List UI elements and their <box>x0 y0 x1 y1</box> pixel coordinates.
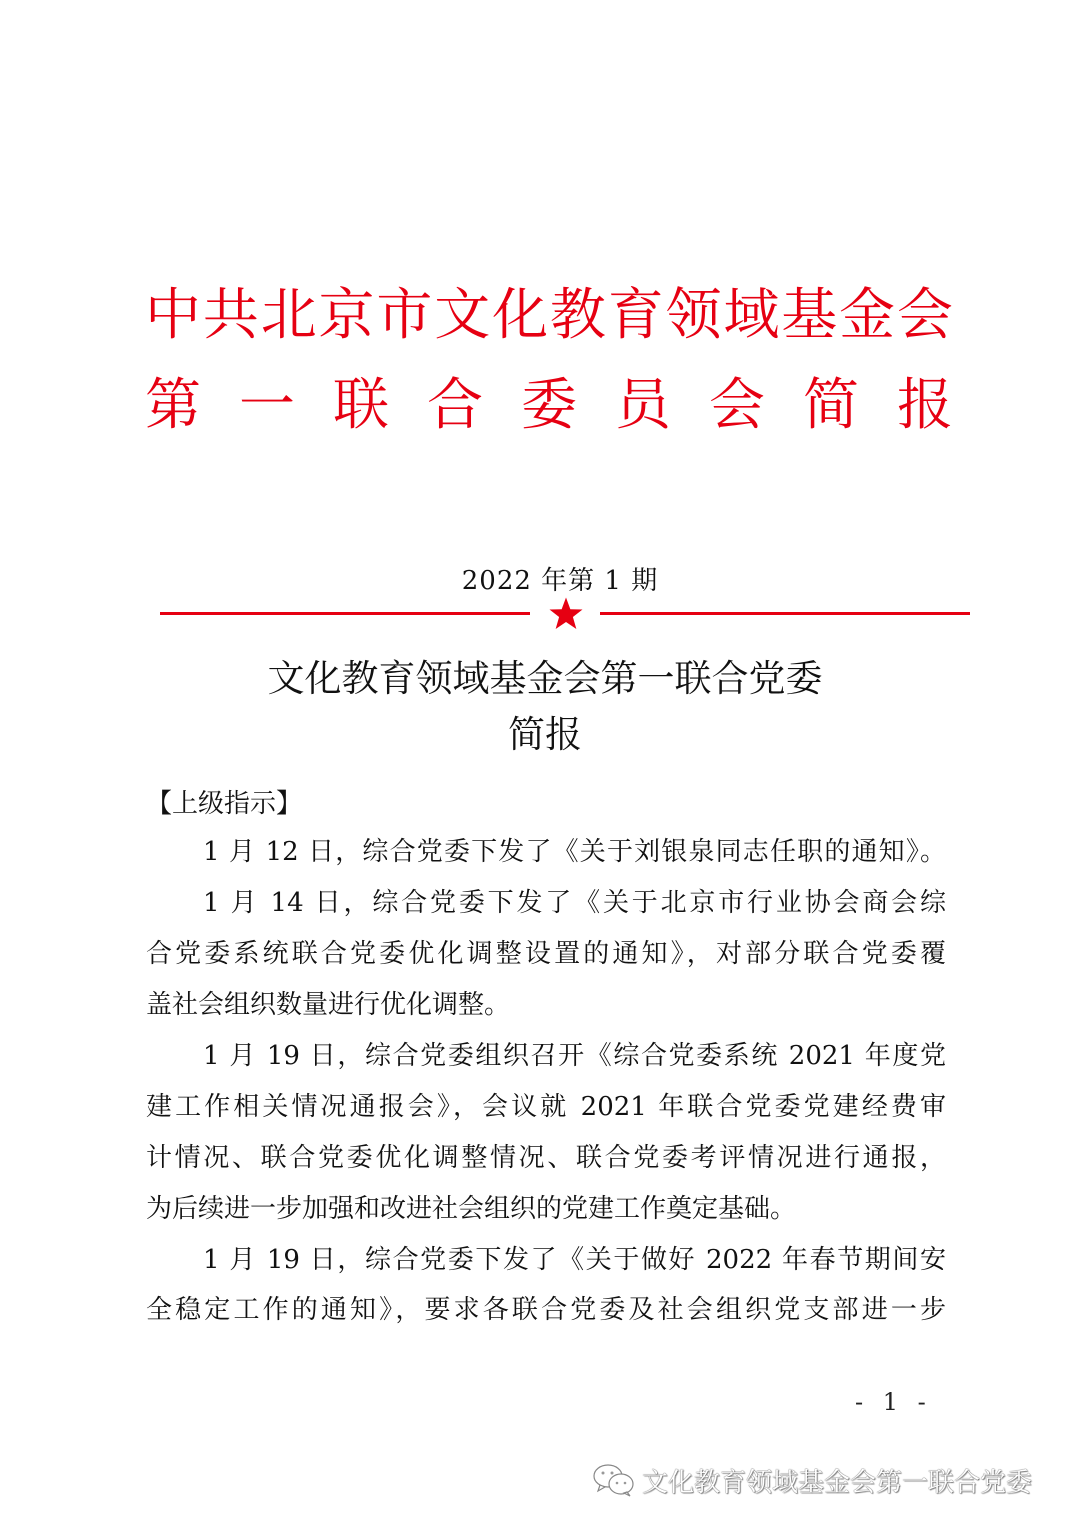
masthead-line-1: 中共北京市文化教育领域基金会 <box>145 283 953 348</box>
body-line: 盖社会组织数量进行优化调整。 <box>146 990 511 1020</box>
headline-line-1: 文化教育领域基金会第一联合党委 <box>267 657 823 700</box>
body-line: 1 月 14 日，综合党委下发了《关于北京市行业协会商会综 <box>203 888 946 918</box>
page-number: - 1 - <box>855 1388 932 1416</box>
red-rule-left <box>160 612 530 615</box>
body-line: 1 月 12 日，综合党委下发了《关于刘银泉同志任职的通知》。 <box>203 837 946 867</box>
body-line: 为后续进一步加强和改进社会组织的党建工作奠定基础。 <box>146 1194 797 1224</box>
masthead-line-2: 第一联合委员会简报 <box>145 373 953 438</box>
headline-line-2: 简报 <box>508 713 582 756</box>
body-line: 1 月 19 日，综合党委组织召开《综合党委系统 2021 年度党 <box>203 1041 946 1071</box>
red-rule-right <box>600 612 970 615</box>
red-star-icon <box>548 596 584 632</box>
watermark <box>592 1460 1062 1500</box>
issue-number: 2022 年第 1 期 <box>461 566 659 596</box>
wechat-icon <box>592 1463 636 1497</box>
body-line: 计情况、联合党委优化调整情况、联合党委考评情况进行通报， <box>146 1143 946 1173</box>
section-title: 【上级指示】 <box>146 789 303 819</box>
body-line: 1 月 19 日，综合党委下发了《关于做好 2022 年春节期间安 <box>203 1245 946 1275</box>
watermark-text: 文化教育领域基金会第一联合党委 <box>642 1467 1033 1498</box>
body-line: 全稳定工作的通知》，要求各联合党委及社会组织党支部进一步 <box>146 1295 946 1325</box>
body-line: 合党委系统联合党委优化调整设置的通知》，对部分联合党委覆 <box>146 939 946 969</box>
body-line: 建工作相关情况通报会》，会议就 2021 年联合党委党建经费审 <box>146 1092 946 1122</box>
